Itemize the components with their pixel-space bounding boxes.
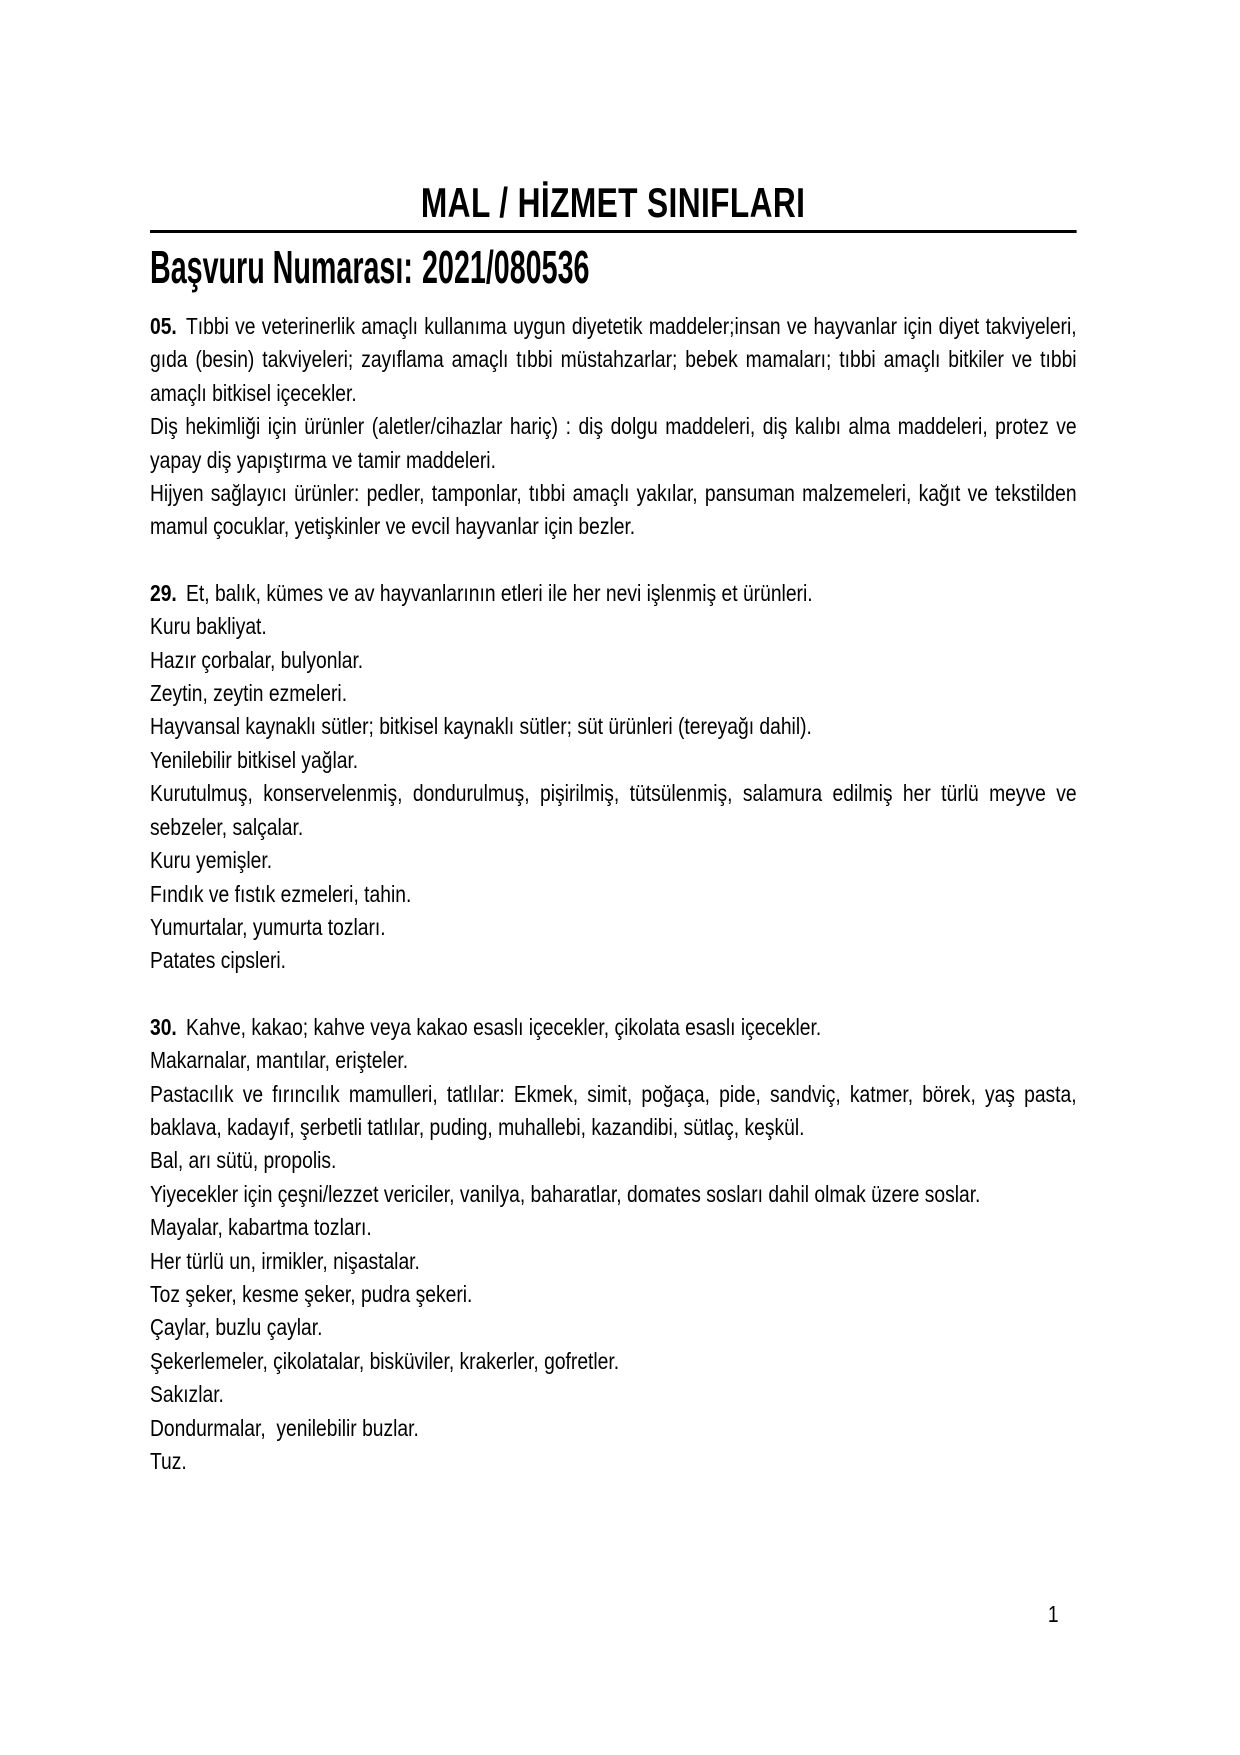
class-item: Sakızlar.	[150, 1381, 224, 1408]
class-item	[150, 1011, 1077, 1044]
class-item: Hijyen sağlayıcı ürünler: pedler, tamponlar, tıbbi amaçlı yakılar, pansuman malzemeleri, kağıt ve tekstilden mamul çocuklar, yetişkinler ve evcil hayvanlar için bezler.	[150, 480, 1082, 540]
page-title: MAL / HİZMET SINIFLARI	[421, 179, 806, 226]
classes-list	[150, 310, 1082, 1478]
class-item: Yenilebilir bitkisel yağlar.	[150, 746, 359, 773]
class-item: Hazır çorbalar, bulyonlar.	[150, 646, 364, 673]
class-item-text: Tıbbi ve veterinerlik amaçlı kullanıma uygun diyetetik maddeler;insan ve hayvanlar için diyet takviyeleri, gıda (besin) takviyeleri; zayıflama amaçlı tıbbi müstahzarlar; bebek mamaları; tıbbi amaçlı bitkiler ve tıbbi amaçlı bitkisel içecekler.	[150, 313, 1082, 406]
class-item	[150, 577, 1077, 610]
class-item: Pastacılık ve fırıncılık mamulleri, tatlılar: Ekmek, simit, poğaça, pide, sandviç, katmer, börek, yaş pasta, baklava, kadayıf, şerbetli tatlılar, puding, muhallebi, kazandibi, sütlaç, keşkül.	[150, 1080, 1082, 1140]
class-item: Şekerlemeler, çikolatalar, bisküviler, krakerler, gofretler.	[150, 1347, 620, 1374]
class-item: Tuz.	[150, 1448, 187, 1474]
class-item: Yiyecekler için çeşni/lezzet vericiler, vanilya, baharatlar, domates sosları dahil olmak üzere soslar.	[150, 1180, 981, 1207]
class-item: Bal, arı sütü, propolis.	[150, 1147, 337, 1174]
class-item: Yumurtalar, yumurta tozları.	[150, 913, 386, 940]
class-item: Çaylar, buzlu çaylar.	[150, 1314, 323, 1341]
class-item: Fındık ve fıstık ezmeleri, tahin.	[150, 880, 412, 907]
class-number: 29.	[150, 579, 177, 606]
document-content	[150, 0, 1082, 1755]
class-item	[150, 310, 1082, 410]
class-item: Toz şeker, kesme şeker, pudra şekeri.	[150, 1280, 473, 1307]
class-item: Kurutulmuş, konservelenmiş, dondurulmuş, pişirilmiş, tütsülenmiş, salamura edilmiş her türlü meyve ve sebzeler, salçalar.	[150, 780, 1082, 840]
class-item: Makarnalar, mantılar, erişteler.	[150, 1047, 409, 1074]
class-block-29	[150, 577, 1082, 978]
class-item: Zeytin, zeytin ezmeleri.	[150, 680, 348, 707]
class-item: Patates cipsleri.	[150, 947, 287, 974]
page-number: 1	[1047, 1601, 1059, 1627]
class-block-05	[150, 310, 1082, 544]
class-number: 05.	[150, 313, 177, 339]
application-number-label: Başvuru Numarası:	[150, 241, 413, 293]
application-number-value: 2021/080536	[422, 241, 590, 293]
application-number-row	[150, 242, 1077, 292]
class-number: 30.	[150, 1013, 177, 1040]
class-item-text: Kahve, kakao; kahve veya kakao esaslı içecekler, çikolata esaslı içecekler.	[186, 1013, 822, 1040]
class-item: Diş hekimliği için ürünler (aletler/cihazlar hariç) : diş dolgu maddeleri, diş kalıbı alma maddeleri, protez ve yapay diş yapıştırma ve tamir maddeleri.	[150, 413, 1082, 473]
class-item: Dondurmalar, yenilebilir buzlar.	[150, 1414, 419, 1441]
class-item: Mayalar, kabartma tozları.	[150, 1214, 372, 1241]
class-block-30	[150, 1011, 1082, 1479]
class-item: Hayvansal kaynaklı sütler; bitkisel kaynaklı sütler; süt ürünleri (tereyağı dahil).	[150, 713, 812, 740]
class-item: Kuru bakliyat.	[150, 613, 267, 640]
class-item: Kuru yemişler.	[150, 847, 273, 874]
document-title-row	[150, 0, 1077, 226]
class-item: Her türlü un, irmikler, nişastalar.	[150, 1247, 420, 1274]
class-item-text: Et, balık, kümes ve av hayvanlarının etleri ile her nevi işlenmiş et ürünleri.	[186, 579, 813, 606]
title-underline	[150, 230, 1077, 233]
